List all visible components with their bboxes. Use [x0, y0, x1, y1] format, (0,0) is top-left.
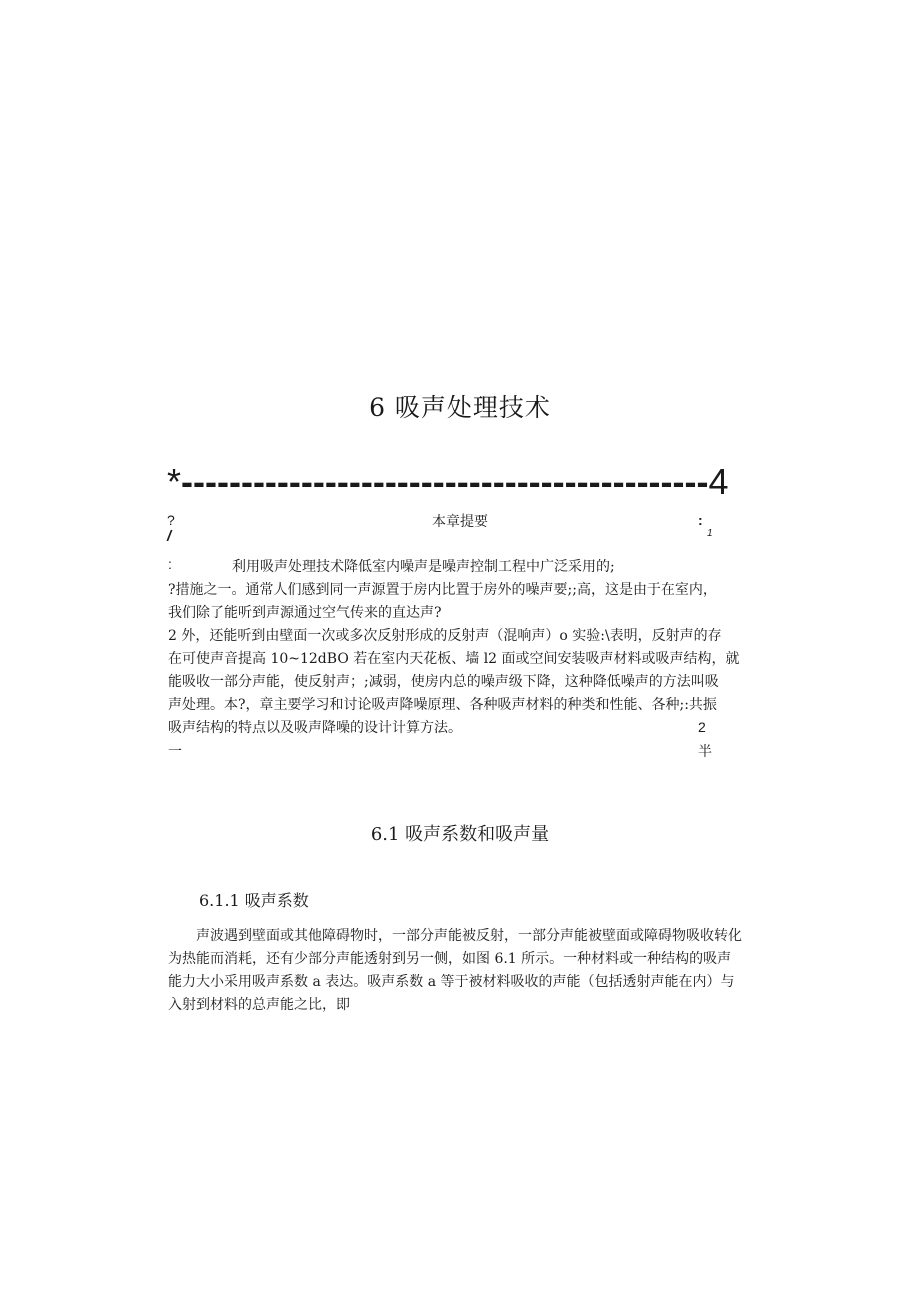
summary-mark-top-left: ?: [167, 512, 175, 528]
summary-line: 声处理。本?，章主要学习和讨论吸声降噪原理、各种吸声材料的种类和性能、各种;:共振: [168, 697, 717, 713]
summary-line: ?措施之一。通常人们感到同一声源置于房内比置于房外的噪声要;;高，这是由于在室内，: [168, 582, 717, 598]
summary-mark-right-2: 1: [707, 528, 713, 539]
summary-title: 本章提要: [432, 514, 488, 530]
summary-line: 利用吸声处理技术降低室内噪声是噪声控制工程中广泛采用的;: [232, 559, 615, 575]
dash-rule-dashes: --------------------------------------------: [181, 461, 709, 502]
summary-line: 吸声结构的特点以及吸声降噪的设计计算方法。: [168, 720, 462, 736]
summary-line: 我们除了能听到声源通过空气传来的直达声?: [168, 605, 442, 621]
summary-mark-left-2: /: [167, 528, 172, 545]
section-heading-6-1-1: 6.1.1 吸声系数: [199, 891, 309, 910]
chapter-title: 6 吸声处理技术: [369, 393, 551, 422]
summary-line: 能吸收一部分声能，使反射声；;减弱，使房内总的噪声级下降，这种降低噪声的方法叫吸: [168, 674, 719, 690]
dash-rule-left-mark: *: [167, 461, 182, 502]
dash-rule: [167, 462, 727, 502]
summary-mark-top-right: :: [698, 512, 703, 528]
summary-line: 在可使声音提高 10~12dBO 若在室内天花板、墙 l2 面或空间安装吸声材料或吸声结构，就: [168, 651, 740, 667]
summary-line: 2 外，还能听到由壁面一次或多次反射形成的反射声（混响声）o 实验:\表明，反射声的存: [168, 628, 722, 644]
summary-mark-bottom-left: 一: [168, 744, 182, 760]
section-heading-6-1: 6.1 吸声系数和吸声量: [370, 824, 550, 845]
summary-mark-bottom-right: 半: [698, 744, 712, 760]
summary-mark-left-3: :: [168, 556, 172, 572]
section-6-1-1-paragraph: 声波遇到壁面或其他障碍物时，一部分声能被反射，一部分声能被壁面或障碍物吸收转化为热能而消耗，还有少部分声能透射到另一侧，如图 6.1 所示。一种材料或一种结构的吸声能力大小采用吸声系数 a 表达。吸声系数 a 等于被材料吸收的声能（包括透射声能在内）与入射到材料的总声能之比，即: [168, 928, 742, 1013]
dash-rule-right-mark: 4: [708, 461, 729, 502]
summary-mark-right-end: 2: [698, 719, 706, 735]
